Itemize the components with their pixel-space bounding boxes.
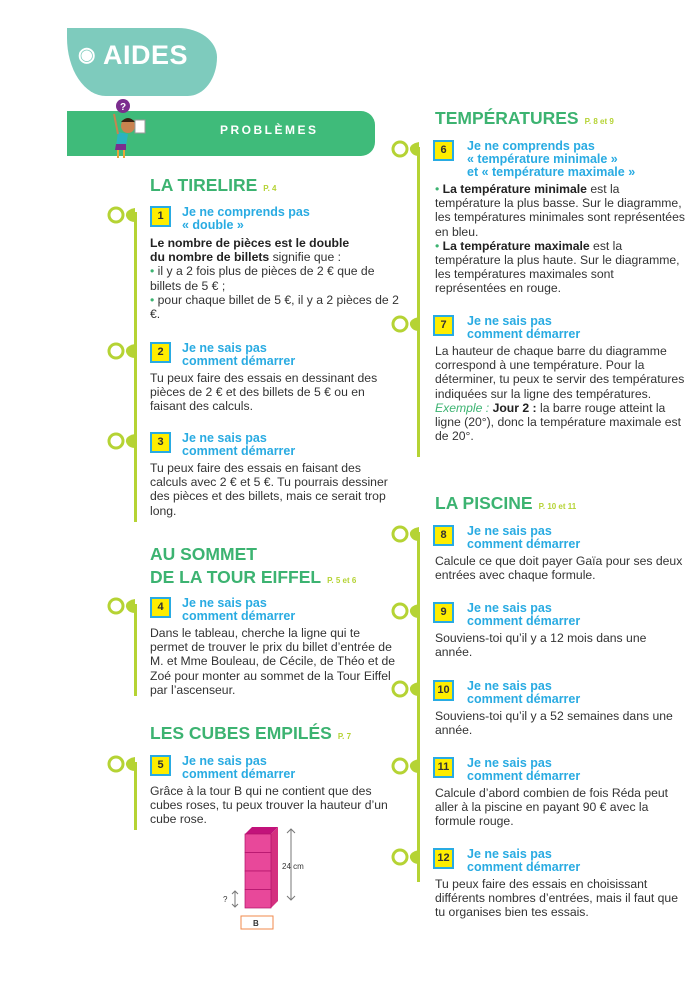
text: signifie que : xyxy=(269,250,342,265)
item-number: 2 xyxy=(150,342,171,363)
item-number: 7 xyxy=(433,315,454,336)
text: est la température la plus haute. Sur le diagramme, les températures maximales sont représentées en rouge. xyxy=(435,238,680,296)
circle-leaf-icon xyxy=(391,680,419,698)
heading-text: AU SOMMET xyxy=(150,544,257,564)
bold-text: Jour 2 : xyxy=(489,400,537,415)
item-title xyxy=(182,755,295,781)
title-line: comment démarrer xyxy=(467,860,581,874)
help-text: Dans le tableau, cherche la ligne qui te permet de trouver le prix du billet d’entrée de M. et Mme Bouleau, de Cécile, de Théo et de Zoé pour monter au sommet de la Tour Eiffel par l’ascenseur. xyxy=(150,626,396,697)
title-line: Je ne sais pas xyxy=(182,596,267,610)
title-line: comment démarrer xyxy=(182,354,296,368)
item-title xyxy=(467,525,580,551)
title-line: et « température maximale » xyxy=(467,165,636,179)
item-number: 11 xyxy=(433,757,454,778)
title-line: Je ne sais pas xyxy=(182,431,267,445)
help-text: Le nombre de pièces est le double du nombre de billets signifie que : • il y a 2 fois plus de pièces de 2 € que de billets de 5 € ; • pour chaque billet de 5 €, il y a 2 pièces de 2 €. xyxy=(150,236,399,322)
title-line: « double » xyxy=(182,218,244,232)
item-number: 12 xyxy=(433,848,454,869)
item-title xyxy=(182,206,310,232)
band-label: PROBLÈMES xyxy=(220,123,319,137)
circle-leaf-icon xyxy=(107,206,135,224)
title-line: Je ne sais pas xyxy=(467,756,552,770)
bold-text: Le nombre de pièces est le double xyxy=(150,236,350,250)
item-number: 4 xyxy=(150,597,171,618)
page-ref: P. 10 et 11 xyxy=(538,502,577,511)
height-label: 24 cm xyxy=(282,862,304,871)
circle-leaf-icon xyxy=(107,755,135,773)
circle-leaf-icon xyxy=(391,140,419,158)
title-line: Je ne comprends pas xyxy=(182,205,310,219)
unknown-label: ? xyxy=(223,895,228,904)
item-number: 9 xyxy=(433,602,454,623)
title-line: Je ne comprends pas xyxy=(467,139,595,153)
item-title xyxy=(467,315,580,341)
timeline-line xyxy=(417,147,420,457)
circle-leaf-icon xyxy=(107,597,135,615)
example-label: Exemple : xyxy=(435,400,490,415)
title-line: Je ne sais pas xyxy=(467,524,552,538)
title-line: comment démarrer xyxy=(467,537,581,551)
item-title xyxy=(182,432,295,458)
help-text: Calcule ce que doit payer Gaïa pour ses deux entrées avec chaque formule. xyxy=(435,554,683,583)
text: pour chaque billet de 5 €, il y a 2 pièces de 2 €. xyxy=(150,292,399,322)
item-title xyxy=(467,602,580,628)
item-title xyxy=(182,597,295,623)
circle-leaf-icon xyxy=(107,342,135,360)
heading-text: DE LA TOUR EIFFEL xyxy=(150,567,322,587)
item-number: 10 xyxy=(433,680,454,701)
text: est la température la plus basse. Sur le diagramme, les températures minimales sont représentées en bleu. xyxy=(435,182,685,239)
text: La hauteur de chaque barre du diagramme correspond à une température. Pour la déterminer, tu peux te servir des températures indiquées sur la ligne des températures. xyxy=(435,344,685,401)
title-line: Je ne sais pas xyxy=(182,754,267,768)
item-number: 3 xyxy=(150,432,171,453)
heading-text: TEMPÉRATURES xyxy=(435,108,579,128)
page-ref: P. 5 et 6 xyxy=(327,576,357,585)
bold-text: La température minimale xyxy=(442,182,587,196)
title-line: Je ne sais pas xyxy=(467,679,552,693)
section-heading xyxy=(150,543,356,592)
timeline-line xyxy=(134,212,137,522)
title-line: Je ne sais pas xyxy=(467,601,552,615)
help-text xyxy=(435,344,685,443)
bold-text: du nombre de billets xyxy=(150,250,270,265)
circle-leaf-icon xyxy=(391,848,419,866)
item-title xyxy=(467,680,580,706)
child-illustration xyxy=(100,96,160,162)
eye-icon: ◉ xyxy=(78,44,96,66)
cube-tower-figure xyxy=(215,822,315,932)
item-title xyxy=(467,757,580,783)
help-text: Tu peux faire des essais en choisissant différents nombres d’entrées, mais il faut que tu organises bien tes essais. xyxy=(435,877,678,920)
title-line: comment démarrer xyxy=(182,609,296,623)
text: la barre rouge atteint la ligne (20°), donc la température maximale est de 20°. xyxy=(435,400,682,444)
item-title xyxy=(182,342,295,368)
help-text: Tu peux faire des essais en dessinant des pièces de 2 € et des billets de 5 € ou en faisant des calculs. xyxy=(150,371,378,414)
help-text: • La température minimale est la température la plus basse. Sur le diagramme, les températures minimales sont représentées en bleu. • La température maximale est la température la plus haute. Sur le diagramme, les températures maximales sont représentées en rouge. xyxy=(435,182,685,296)
heading-text: LA TIRELIRE xyxy=(150,175,258,195)
title-line: comment démarrer xyxy=(467,692,581,706)
text: il y a 2 fois plus de pièces de 2 € que de billets de 5 € ; xyxy=(150,264,375,293)
title-line: comment démarrer xyxy=(467,327,581,341)
circle-leaf-icon xyxy=(391,525,419,543)
title-line: comment démarrer xyxy=(182,767,296,781)
title-line: Je ne sais pas xyxy=(467,314,552,328)
circle-leaf-icon xyxy=(107,432,135,450)
circle-leaf-icon xyxy=(391,757,419,775)
title-line: « température minimale » xyxy=(467,152,618,166)
item-title xyxy=(467,848,580,874)
page-ref: P. 8 et 9 xyxy=(584,117,614,126)
circle-leaf-icon xyxy=(391,602,419,620)
item-number: 5 xyxy=(150,755,171,776)
section-heading xyxy=(435,492,576,518)
title-line: comment démarrer xyxy=(182,444,296,458)
help-text: Tu peux faire des essais en faisant des calculs avec 2 € et 5 €. Tu pourrais dessiner des pièces et des billets, mais ce serait trop long. xyxy=(150,461,388,518)
item-title xyxy=(467,140,635,179)
section-heading xyxy=(150,174,276,200)
section-heading xyxy=(150,722,351,748)
tower-label: B xyxy=(253,919,259,928)
timeline-line xyxy=(134,604,137,696)
page-ref: P. 7 xyxy=(337,732,352,741)
help-text: Souviens-toi qu’il y a 52 semaines dans une année. xyxy=(435,709,673,738)
heading-text: LA PISCINE xyxy=(435,493,533,513)
title-line: comment démarrer xyxy=(467,769,581,783)
item-number: 8 xyxy=(433,525,454,546)
bold-text: La température maximale xyxy=(442,238,590,253)
title-line: Je ne sais pas xyxy=(182,341,267,355)
title-line: Je ne sais pas xyxy=(467,847,552,861)
section-heading xyxy=(435,107,614,133)
help-text: Souviens-toi qu’il y a 12 mois dans une année. xyxy=(435,631,647,660)
item-number: 6 xyxy=(433,140,454,161)
heading-text: LES CUBES EMPILÉS xyxy=(150,723,332,743)
page-title xyxy=(78,40,188,71)
help-text: Grâce à la tour B qui ne contient que des cubes roses, tu peux trouver la hauteur d’un cube rose. xyxy=(150,784,388,827)
title-line: comment démarrer xyxy=(467,614,581,628)
help-text: Calcule d’abord combien de fois Réda peut aller à la piscine en payant 90 € avec la formule rouge. xyxy=(435,786,669,829)
item-number: 1 xyxy=(150,206,171,227)
page-ref: P. 4 xyxy=(263,184,277,193)
timeline-line xyxy=(417,532,420,882)
title-text: AIDES xyxy=(102,40,188,70)
svg-text:?: ? xyxy=(120,102,127,113)
